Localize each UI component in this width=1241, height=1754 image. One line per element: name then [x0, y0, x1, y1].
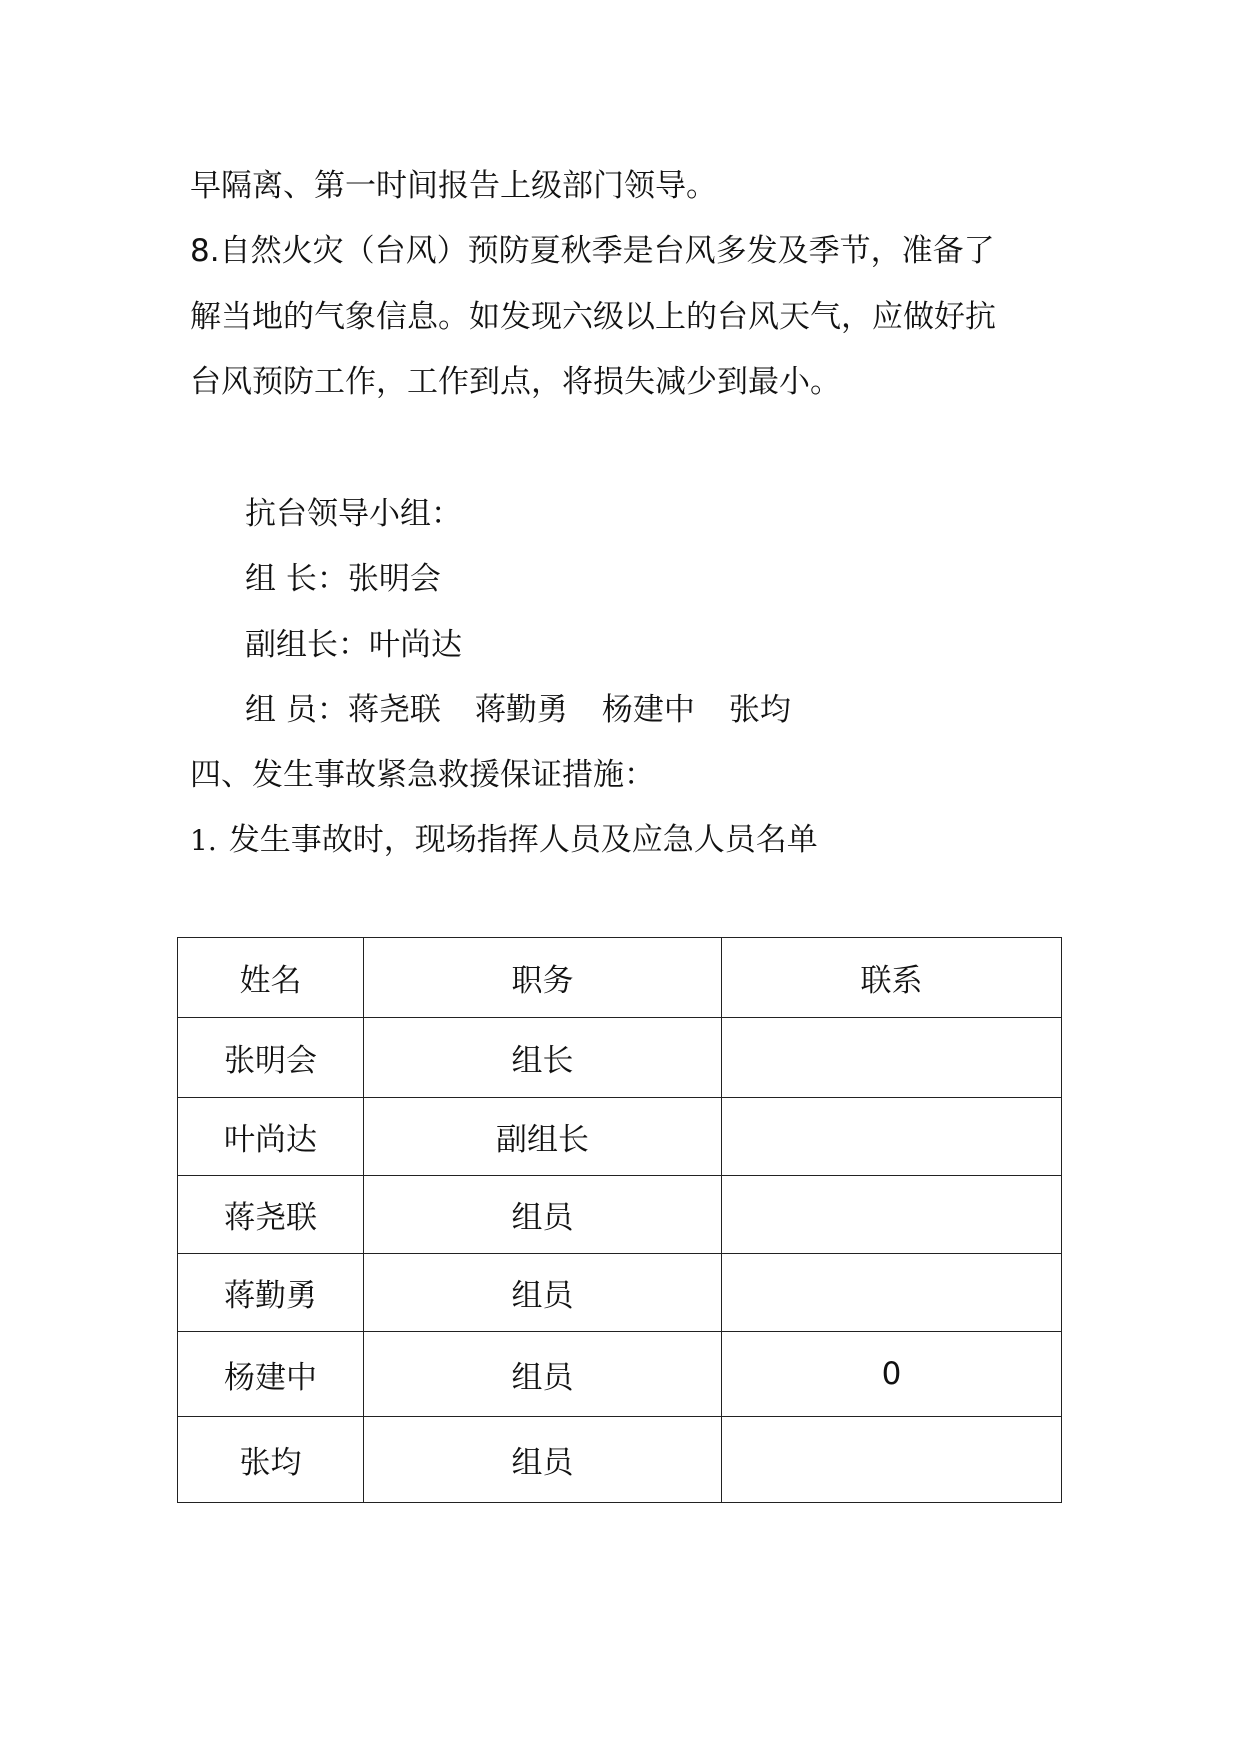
paragraph-line-4: 台风预防工作，工作到点，将损失减少到最小。 — [190, 364, 841, 400]
group-member: 蒋勤勇 — [474, 692, 568, 728]
group-member: 蒋尧联 — [347, 692, 441, 728]
paragraph-line-2: 8.自然火灾（台风）预防夏秋季是台风多发及季节，准备了 — [190, 233, 995, 269]
table-cell: 组员 — [364, 1176, 722, 1254]
group-member: 杨建中 — [601, 692, 695, 728]
table-cell: 张明会 — [178, 1018, 364, 1098]
group-title: 抗台领导小组： — [245, 496, 462, 532]
table-cell: 蒋勤勇 — [178, 1254, 364, 1332]
group-members — [245, 690, 825, 730]
table-cell: 组员 — [364, 1332, 722, 1417]
group-deputy: 副组长：叶尚达 — [245, 627, 462, 663]
group-member: 张均 — [728, 692, 791, 728]
group-members-label: 组 员： — [245, 692, 348, 728]
table-row — [178, 1098, 1062, 1176]
table-cell: 张均 — [178, 1417, 364, 1503]
table-cell: 杨建中 — [178, 1332, 364, 1417]
table-cell: 组员 — [364, 1254, 722, 1332]
table-header-row — [178, 938, 1062, 1018]
table-cell — [722, 1417, 1062, 1503]
list-item-1 — [190, 820, 818, 861]
table-cell: 副组长 — [364, 1098, 722, 1176]
list-item-text: 发生事故时，现场指挥人员及应急人员名单 — [228, 822, 818, 858]
list-item-number: 1. — [190, 824, 217, 857]
paragraph-line-1: 早隔离、第一时间报告上级部门领导。 — [190, 168, 717, 204]
paragraph-line-3: 解当地的气象信息。如发现六级以上的台风天气，应做好抗 — [190, 299, 996, 335]
table-cell: 叶尚达 — [178, 1098, 364, 1176]
table-cell — [722, 1176, 1062, 1254]
table-cell: 0 — [722, 1332, 1062, 1417]
table-header-cell: 联系 — [722, 938, 1062, 1018]
table-row — [178, 1254, 1062, 1332]
section-heading: 四、发生事故紧急救援保证措施： — [190, 757, 655, 793]
table-row — [178, 1417, 1062, 1503]
table-cell: 组员 — [364, 1417, 722, 1503]
table-row — [178, 1018, 1062, 1098]
table-header-cell: 职务 — [364, 938, 722, 1018]
table-cell — [722, 1254, 1062, 1332]
table-row — [178, 1176, 1062, 1254]
table-cell — [722, 1018, 1062, 1098]
table-row — [178, 1332, 1062, 1417]
contacts-table — [177, 937, 1062, 1503]
table-header-cell: 姓名 — [178, 938, 364, 1018]
table-cell — [722, 1098, 1062, 1176]
table-cell: 组长 — [364, 1018, 722, 1098]
group-leader: 组 长：张明会 — [245, 561, 441, 597]
table-cell: 蒋尧联 — [178, 1176, 364, 1254]
